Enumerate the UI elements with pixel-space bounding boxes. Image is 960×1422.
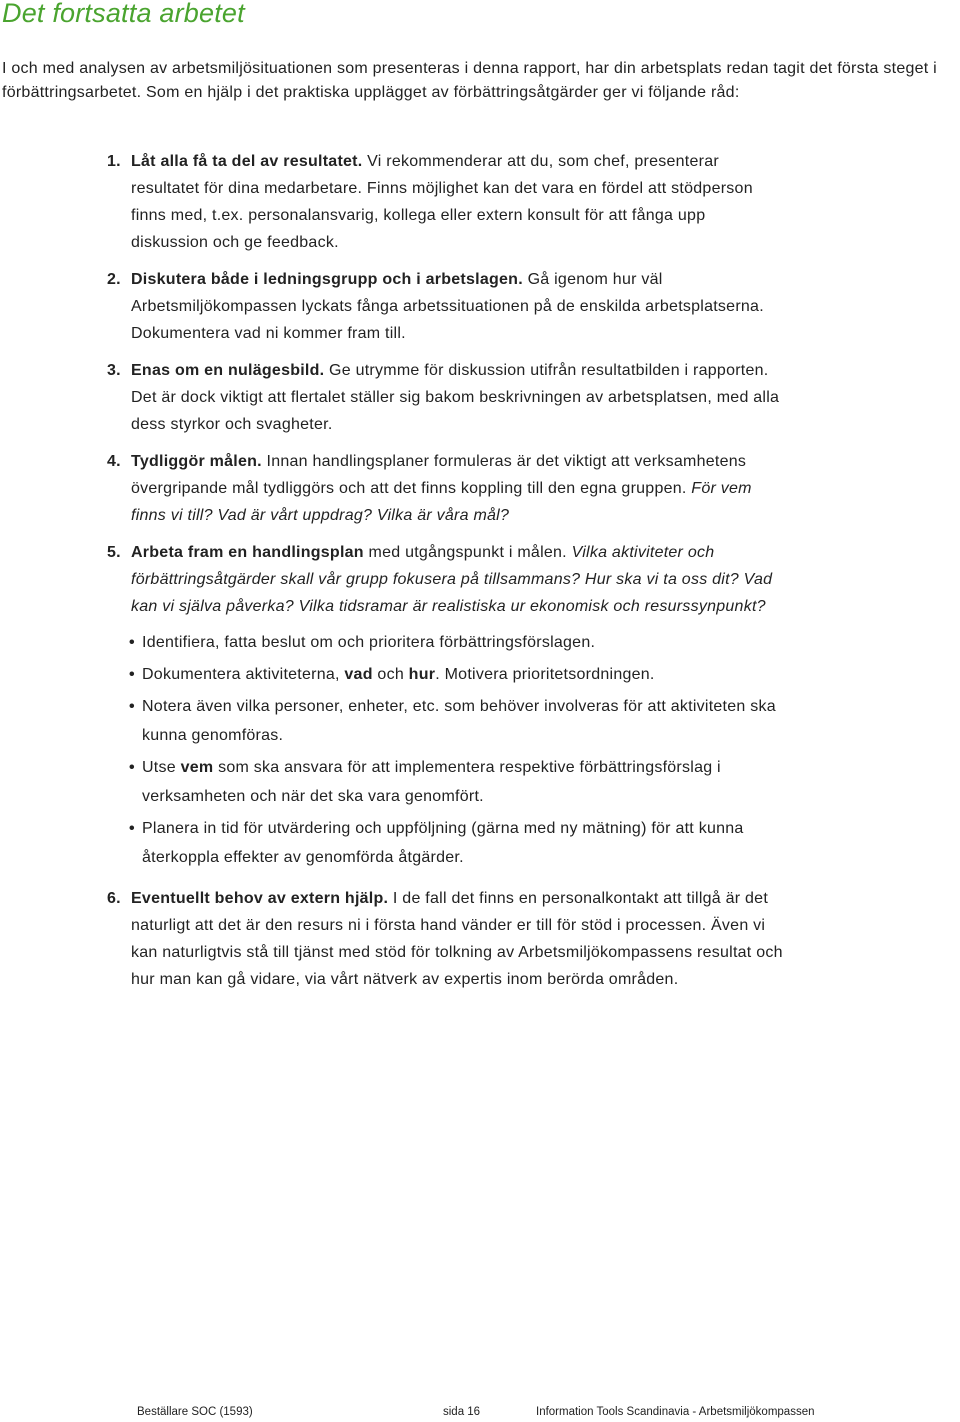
bullet-icon: •	[129, 634, 135, 651]
item-body: med utgångspunkt i målen.	[363, 544, 572, 561]
bullet-icon: •	[129, 820, 135, 837]
bullet-icon: •	[129, 698, 135, 715]
bullet-item: • Notera även vilka personer, enheter, etc. som behöver involveras för att aktiviteten ska kunna genomföras.	[129, 692, 787, 750]
item-body: Innan handlingsplaner formuleras är det viktigt att verksamhetens övergripande mål tydliggörs och att det finns koppling till den egna gruppen.	[131, 453, 747, 497]
item-heading: Tydliggör målen.	[131, 453, 262, 470]
intro-paragraph: I och med analysen av arbetsmiljösituationen som presenteras i denna rapport, har din arbetsplats redan tagit det första steget i förbättringsarbetet. Som en hjälp i det praktiska upplägget av förbättringsåtgärder ger vi följande råd:	[2, 60, 937, 101]
list-item-4	[107, 448, 787, 529]
item-body: Gå igenom hur väl Arbetsmiljökompassen lyckats fånga arbetssituationen på de enskilda arbetsplatserna. Dokumentera vad ni kommer fram till.	[131, 271, 764, 342]
list-item-1	[107, 148, 787, 256]
item-number: 4.	[107, 453, 121, 470]
advice-list	[107, 148, 787, 993]
footer-publisher: Information Tools Scandinavia - Arbetsmiljökompassen	[536, 1406, 815, 1418]
footer-page-number: sida 16	[443, 1406, 481, 1418]
item-number: 3.	[107, 362, 121, 379]
item-questions: För vem finns vi till? Vad är vårt uppdrag? Vilka är våra mål?	[131, 480, 752, 524]
list-item-3	[107, 357, 787, 438]
item-body: Ge utrymme för diskussion utifrån resultatbilden i rapporten. Det är dock viktigt att flertalet ställer sig bakom beskrivningen av arbetsplatsen, med alla dess styrkor och svagheter.	[131, 362, 780, 433]
footer-client: Beställare SOC (1593)	[137, 1406, 253, 1418]
bullet-item: • Utse vem som ska ansvara för att implementera respektive förbättringsförslag i verksamheten och när det ska vara genomfört.	[129, 753, 787, 811]
item-body: I de fall det finns en personalkontakt att tillgå är det naturligt att det är den resurs ni i första hand vänder er till för stöd i processen. Även vi kan naturligtvis stå till tjänst med stöd för tolkning av Arbetsmiljökompassens resultat och hur man kan gå vidare, via vårt nätverk av expertis inom berörda områden.	[131, 890, 783, 988]
bullet-icon: •	[129, 759, 135, 776]
item-body: Vi rekommenderar att du, som chef, presenterar resultatet för dina medarbetare. Finns möjlighet kan det vara en fördel att stödperson finns med, t.ex. personalansvarig, kollega eller extern konsult för att fånga upp diskussion och ge feedback.	[131, 153, 753, 251]
bullet-icon: •	[129, 666, 135, 683]
page-title: Det fortsatta arbetet	[2, 0, 245, 28]
item-heading: Eventuellt behov av extern hjälp.	[131, 890, 389, 907]
item-heading: Enas om en nulägesbild.	[131, 362, 325, 379]
item-number: 5.	[107, 544, 121, 561]
item-number: 6.	[107, 890, 121, 907]
bullet-item: • Dokumentera aktiviteterna, vad och hur. Motivera prioritetsordningen.	[129, 660, 787, 689]
bullet-item: • Planera in tid för utvärdering och uppföljning (gärna med ny mätning) för att kunna återkoppla effekter av genomförda åtgärder.	[129, 814, 787, 872]
action-bullets	[129, 628, 787, 872]
page-footer	[0, 1406, 960, 1422]
list-item-2	[107, 266, 787, 347]
item-number: 2.	[107, 271, 121, 288]
list-item-6	[107, 885, 787, 993]
item-questions: Vilka aktiviteter och förbättringsåtgärder skall vår grupp fokusera på tillsammans? Hur ska vi ta oss dit? Vad kan vi själva påverka? Vilka tidsramar är realistiska ur ekonomisk och resurssynpunkt?	[131, 544, 773, 615]
item-heading: Arbeta fram en handlingsplan	[131, 544, 364, 561]
item-heading: Låt alla få ta del av resultatet.	[131, 153, 363, 170]
bullet-item: • Identifiera, fatta beslut om och prioritera förbättringsförslagen.	[129, 628, 787, 657]
list-item-5	[107, 539, 787, 620]
item-heading: Diskutera både i ledningsgrupp och i arbetslagen.	[131, 271, 523, 288]
item-number: 1.	[107, 153, 121, 170]
